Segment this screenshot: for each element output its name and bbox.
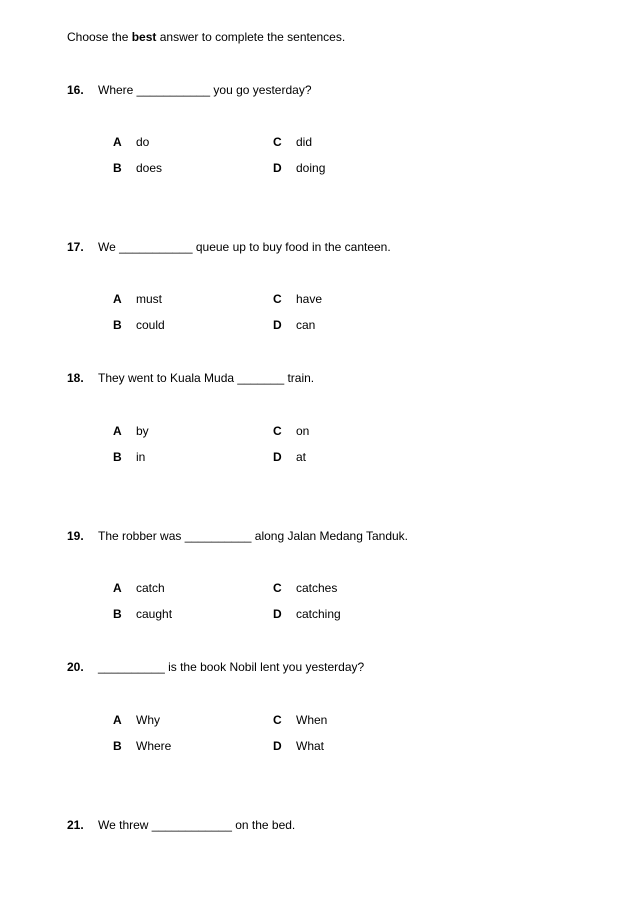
option-text[interactable]: at (296, 450, 307, 464)
option-text[interactable]: did (296, 135, 313, 149)
option-letter: A (113, 713, 122, 727)
instruction-lead: Choose the (67, 30, 132, 44)
option-letter: D (273, 739, 282, 753)
instruction-emphasis: best (131, 30, 157, 44)
instruction-tail: answer to complete the sentences. (156, 30, 346, 44)
question-number: 18. (67, 371, 84, 385)
question-text: __________ is the book Nobil lent you yesterday? (98, 660, 365, 674)
option-letter: D (273, 161, 282, 175)
option-text[interactable]: in (136, 450, 146, 464)
question-number: 16. (67, 83, 84, 97)
option-letter: D (273, 318, 282, 332)
option-text[interactable]: catch (136, 581, 165, 595)
instruction (67, 30, 345, 44)
question-text: The robber was __________ along Jalan Medang Tanduk. (98, 529, 409, 543)
option-text[interactable]: caught (136, 607, 173, 621)
question-text: We ___________ queue up to buy food in the canteen. (98, 240, 391, 254)
option-letter: B (113, 161, 122, 175)
option-letter: C (273, 713, 282, 727)
option-letter: C (273, 135, 282, 149)
option-text[interactable]: have (296, 292, 323, 306)
option-text[interactable]: by (136, 424, 149, 438)
option-letter: A (113, 581, 122, 595)
option-text[interactable]: catching (296, 607, 341, 621)
option-letter: B (113, 318, 122, 332)
option-letter: D (273, 607, 282, 621)
question-text: They went to Kuala Muda _______ train. (98, 371, 315, 385)
question-number: 20. (67, 660, 84, 674)
option-letter: B (113, 607, 122, 621)
option-text[interactable]: must (136, 292, 163, 306)
option-text[interactable]: could (136, 318, 165, 332)
option-text[interactable]: Why (136, 713, 160, 727)
option-letter: D (273, 450, 282, 464)
option-text[interactable]: doing (296, 161, 326, 175)
option-text[interactable]: do (136, 135, 150, 149)
option-text[interactable]: Where (136, 739, 172, 753)
option-letter: C (273, 424, 282, 438)
option-text[interactable]: catches (296, 581, 338, 595)
option-letter: B (113, 450, 122, 464)
option-text[interactable]: What (296, 739, 325, 753)
option-text[interactable]: does (136, 161, 163, 175)
option-text[interactable]: When (296, 713, 328, 727)
option-letter: C (273, 581, 282, 595)
question-number: 19. (67, 529, 84, 543)
question-text: Where ___________ you go yesterday? (98, 83, 312, 97)
option-letter: A (113, 292, 122, 306)
option-letter: C (273, 292, 282, 306)
option-letter: B (113, 739, 122, 753)
option-letter: A (113, 135, 122, 149)
question-text: We threw ____________ on the bed. (98, 818, 296, 832)
option-text[interactable]: on (296, 424, 310, 438)
option-letter: A (113, 424, 122, 438)
question-number: 17. (67, 240, 84, 254)
option-text[interactable]: can (296, 318, 316, 332)
question-number: 21. (67, 818, 84, 832)
